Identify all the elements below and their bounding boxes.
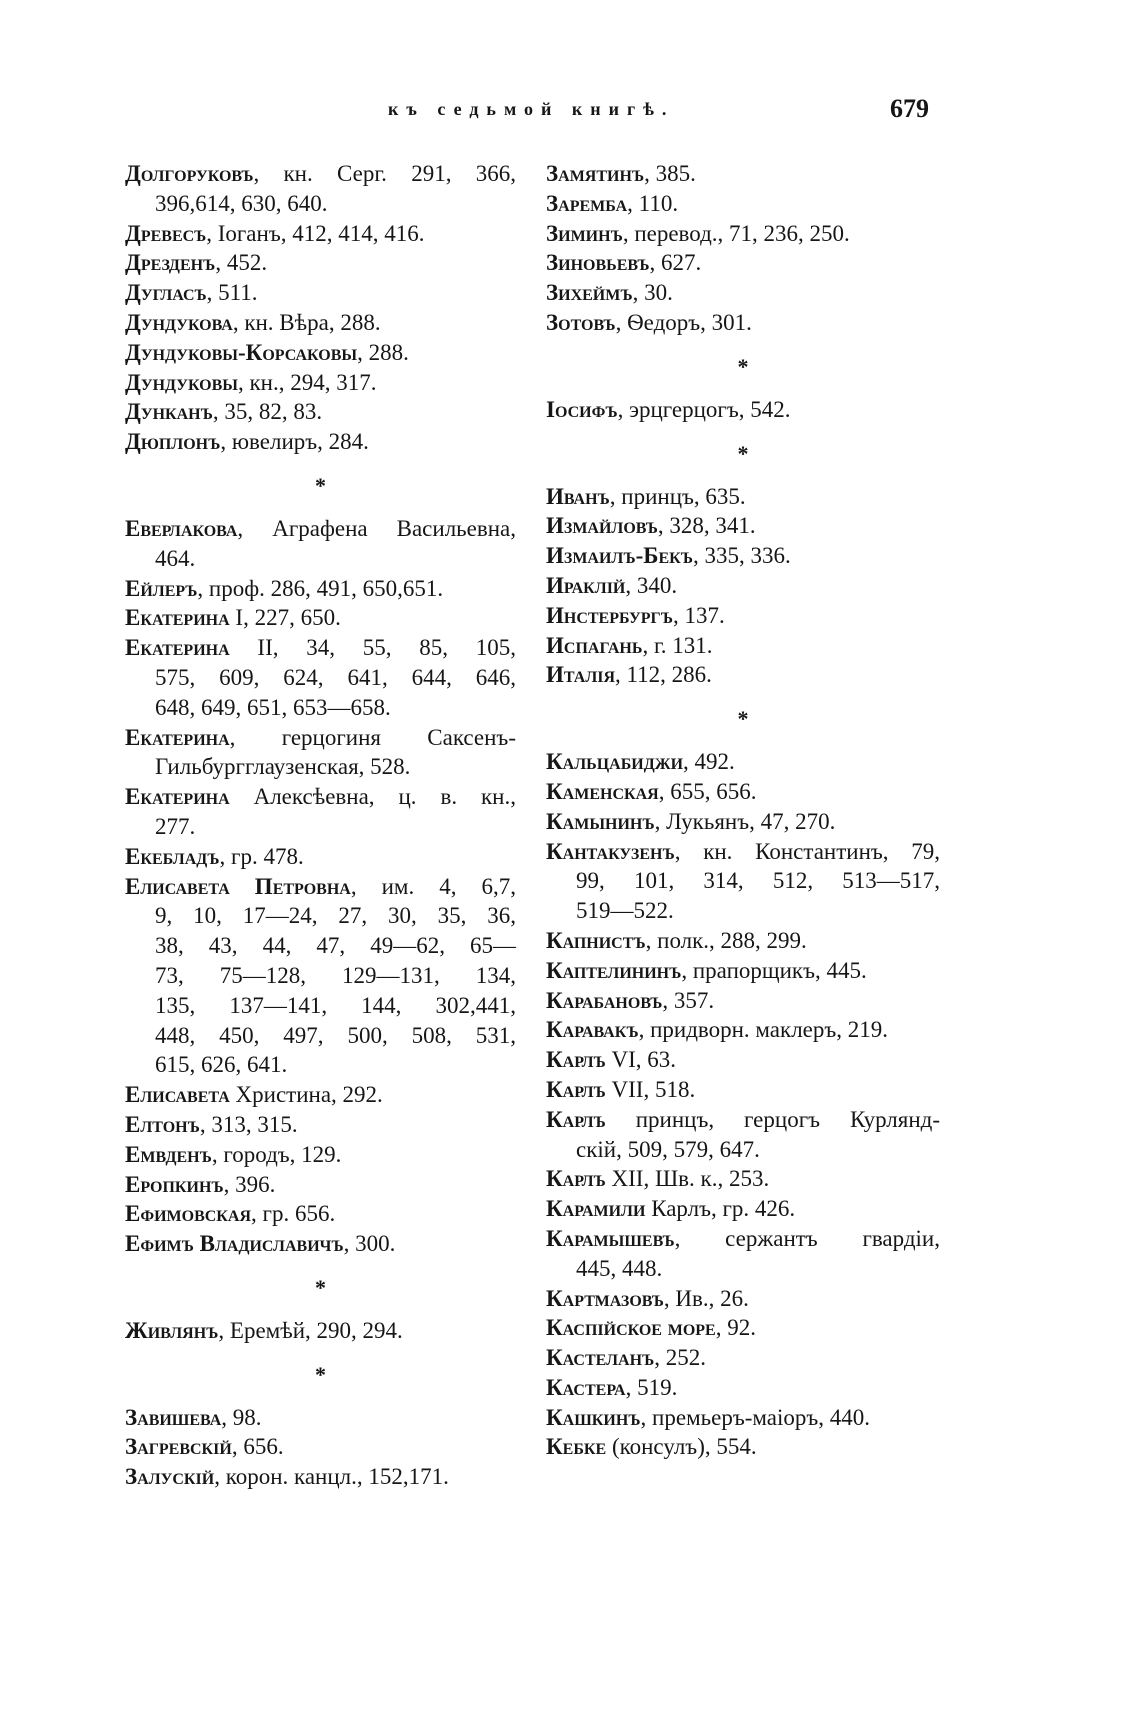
- entry-text: , им. 4, 6,7,: [350, 873, 516, 899]
- index-entry: [125, 1170, 516, 1200]
- entry-text: , проф. 286, 491, 650,651.: [197, 575, 444, 601]
- entry-text: , 627.: [649, 250, 702, 276]
- section-separator: *: [315, 1361, 326, 1387]
- entry-continuation-line: 615, 626, 641.: [155, 1052, 288, 1078]
- entry-first-line: [546, 777, 940, 807]
- index-entry: [125, 574, 516, 604]
- index-entry: [125, 1462, 516, 1492]
- entry-first-line: [546, 837, 940, 867]
- entry-first-line: [546, 395, 940, 425]
- index-entry: [125, 1316, 516, 1346]
- entry-name: Зотовъ: [546, 309, 616, 335]
- entry-text: , Ив., 26.: [663, 1285, 749, 1311]
- entry-name: Екатерина: [125, 605, 230, 631]
- entry-name: Iосифъ: [546, 396, 618, 422]
- entry-text: , кн. Серг. 291, 366,: [253, 161, 516, 186]
- entry-first-line: [125, 1432, 516, 1462]
- index-entry: [546, 159, 940, 189]
- entry-first-line: [546, 601, 940, 631]
- index-entry: [125, 278, 516, 308]
- entry-continuation-line: 135, 137—141, 144, 302,441,: [155, 992, 516, 1018]
- entry-name: Карлъ: [546, 1166, 606, 1192]
- entry-first-line: [546, 631, 940, 661]
- entry-first-line: [546, 1015, 940, 1045]
- entry-name: Дрезденъ: [125, 250, 216, 276]
- entry-first-line: [546, 571, 940, 601]
- entry-continuation-line: 277.: [155, 813, 196, 839]
- entry-name: Капнистъ: [546, 927, 646, 953]
- entry-text: , 656.: [231, 1434, 284, 1460]
- entry-name: Каменская: [546, 778, 659, 804]
- entry-text: II, 34, 55, 85, 105,: [229, 635, 516, 661]
- index-entry: [125, 1080, 516, 1110]
- entry-first-line: [546, 511, 940, 541]
- entry-text: , 313, 315.: [199, 1111, 298, 1137]
- entry-name: Еверлакова: [125, 515, 238, 541]
- entry-name: Италія: [546, 662, 616, 688]
- entry-name: Карамышевъ: [546, 1225, 675, 1251]
- index-entry: [125, 308, 516, 338]
- entry-first-line: [125, 278, 516, 308]
- entry-text: , гр. 478.: [219, 843, 304, 869]
- entry-text: , эрцгерцогъ, 542.: [617, 396, 791, 422]
- entry-first-line: [125, 782, 516, 812]
- entry-first-line: [546, 1284, 940, 1314]
- entry-text: , 492.: [683, 749, 735, 775]
- entry-text: , 252.: [654, 1345, 707, 1371]
- entry-name: Долгоруковъ: [125, 161, 254, 186]
- entry-text: , 328, 341.: [657, 513, 756, 539]
- entry-first-line: [546, 1075, 940, 1105]
- entry-continuation-line: 575, 609, 624, 641, 644, 646,: [155, 664, 516, 690]
- index-entry: [546, 278, 940, 308]
- entry-name: Карлъ: [546, 1076, 606, 1102]
- entry-first-line: [125, 842, 516, 872]
- entry-first-line: [546, 308, 940, 338]
- entry-first-line: [125, 723, 516, 753]
- entry-text: , Еремѣй, 290, 294.: [218, 1317, 403, 1343]
- entry-text: (консулъ), 554.: [606, 1434, 757, 1460]
- index-entry: [546, 482, 940, 512]
- index-entry: [546, 308, 940, 338]
- left-column: [125, 159, 516, 1492]
- entry-text: , 92.: [715, 1315, 756, 1341]
- entry-text: , сержантъ гвардіи,: [674, 1225, 940, 1251]
- entry-first-line: [546, 1045, 940, 1075]
- entry-text: , городъ, 129.: [211, 1141, 342, 1167]
- entry-name: Картмазовъ: [546, 1285, 664, 1311]
- section-separator: *: [315, 472, 326, 498]
- index-entry: [546, 807, 940, 837]
- entry-text: , г. 131.: [642, 632, 713, 658]
- entry-first-line: [546, 1373, 940, 1403]
- entry-name: Екатерина: [125, 784, 230, 810]
- index-entry: [546, 986, 940, 1016]
- entry-text: , Iоганъ, 412, 414, 416.: [206, 220, 425, 246]
- section-separator: *: [737, 353, 749, 379]
- entry-name: Кебке: [546, 1434, 607, 1460]
- entry-text: , перевод., 71, 236, 250.: [622, 220, 850, 246]
- entry-text: , премьеръ-маіоръ, 440.: [640, 1404, 871, 1430]
- entry-name: Зихеймъ: [546, 280, 633, 306]
- entry-text: , ювелиръ, 284.: [220, 429, 369, 455]
- entry-name: Еропкинъ: [125, 1171, 224, 1197]
- index-entry: [546, 511, 940, 541]
- entry-name: Живлянъ: [125, 1317, 219, 1343]
- entry-name: Инстербургъ: [546, 602, 673, 628]
- index-entry: [125, 338, 516, 368]
- entry-text: , 35, 82, 83.: [212, 399, 323, 425]
- index-entry: [125, 1110, 516, 1140]
- index-entry: [546, 1343, 940, 1373]
- index-entry: [125, 1403, 516, 1433]
- entry-continuation-line: 445, 448.: [576, 1255, 663, 1281]
- entry-name: Дугласъ: [125, 280, 207, 306]
- entry-first-line: [546, 189, 940, 219]
- index-entry: [546, 248, 940, 278]
- entry-name: Иванъ: [546, 483, 610, 509]
- entry-first-line: [546, 956, 940, 986]
- entry-first-line: [125, 574, 516, 604]
- index-entry: [125, 633, 516, 722]
- entry-name: Дундукова: [125, 309, 233, 335]
- entry-first-line: [546, 1403, 940, 1433]
- entry-name: Елисавета Петровна: [125, 873, 351, 899]
- index-entry: [546, 631, 940, 661]
- entry-first-line: [125, 633, 516, 663]
- entry-text: , 300.: [343, 1231, 396, 1257]
- entry-text: , Ѳедоръ, 301.: [615, 309, 752, 335]
- entry-first-line: [125, 1229, 516, 1259]
- index-entry: [546, 1224, 940, 1284]
- entry-name: Екатерина: [125, 635, 230, 661]
- entry-text: , 30.: [632, 280, 673, 306]
- entry-first-line: [125, 603, 516, 633]
- entry-first-line: [125, 1199, 516, 1229]
- entry-text: , 385.: [644, 161, 696, 186]
- running-header: [0, 93, 1140, 125]
- entry-name: Елисавета: [125, 1082, 230, 1108]
- index-entry: [546, 1432, 940, 1462]
- section-separator: *: [737, 440, 749, 466]
- index-entry: [125, 1199, 516, 1229]
- index-entry: [125, 842, 516, 872]
- entry-continuation-line: Гильбургглаузенская, 528.: [155, 754, 411, 780]
- entry-first-line: [546, 159, 940, 189]
- entry-text: VI, 63.: [605, 1047, 677, 1073]
- entry-text: , Лукьянъ, 47, 270.: [654, 808, 836, 834]
- entry-continuation-line: 38, 43, 44, 47, 49—62, 65—: [155, 933, 516, 959]
- entry-first-line: [546, 482, 940, 512]
- index-entry: [546, 1373, 940, 1403]
- index-entry: [546, 1194, 940, 1224]
- index-entry: [546, 1075, 940, 1105]
- index-entry: [546, 219, 940, 249]
- entry-name: Дундуковы-Корсаковы: [125, 339, 358, 365]
- index-entry: [546, 395, 940, 425]
- entry-first-line: [125, 1462, 516, 1492]
- entry-text: , 340.: [625, 572, 678, 598]
- index-entry: [125, 397, 516, 427]
- entry-text: , гр. 656.: [251, 1201, 336, 1227]
- entry-first-line: [546, 1105, 940, 1135]
- entry-first-line: [125, 338, 516, 368]
- entry-first-line: [546, 1224, 940, 1254]
- entry-name: Испагань: [546, 632, 643, 658]
- entry-text: XII, Шв. к., 253.: [605, 1166, 770, 1192]
- page-number: 679: [890, 94, 929, 123]
- section-separator: *: [737, 706, 749, 732]
- entry-text: Христина, 292.: [229, 1082, 383, 1108]
- entry-name: Ефимъ Владиславичъ: [125, 1231, 344, 1257]
- entry-name: Загревскій: [125, 1434, 232, 1460]
- entry-name: Каптелининъ: [546, 957, 682, 983]
- entry-name: Карлъ: [546, 1047, 606, 1073]
- entry-first-line: [546, 1194, 940, 1224]
- entry-name: Зиновьевъ: [546, 250, 650, 276]
- index-entry: [125, 427, 516, 457]
- entry-text: Карлъ, гр. 426.: [645, 1196, 796, 1222]
- index-entry: [546, 660, 940, 690]
- index-entry: [546, 1105, 940, 1165]
- index-entry: [125, 872, 516, 1081]
- entry-first-line: [546, 1432, 940, 1462]
- entry-text: , 519.: [625, 1374, 678, 1400]
- entry-continuation-line: 73, 75—128, 129—131, 134,: [155, 962, 516, 988]
- entry-name: Емвденъ: [125, 1141, 212, 1167]
- index-entry: [125, 248, 516, 278]
- entry-name: Кастера: [546, 1374, 626, 1400]
- entry-name: Каспійское море: [546, 1315, 716, 1341]
- index-entry: [546, 956, 940, 986]
- entry-continuation-line: 519—522.: [576, 898, 674, 924]
- entry-text: , 396.: [223, 1171, 276, 1197]
- entry-name: Елтонъ: [125, 1111, 200, 1137]
- index-entry: [546, 837, 940, 926]
- entry-name: Заремба: [546, 190, 628, 216]
- entry-first-line: [125, 872, 516, 902]
- entry-text: , 452.: [215, 250, 268, 276]
- entry-name: Залускій: [125, 1464, 215, 1490]
- index-entry: [546, 1164, 940, 1194]
- entry-name: Дундуковы: [125, 369, 238, 395]
- entry-name: Измайловъ: [546, 513, 658, 539]
- entry-name: Карабановъ: [546, 987, 663, 1013]
- index-entry: [546, 601, 940, 631]
- entry-first-line: [546, 1313, 940, 1343]
- entry-text: , 98.: [221, 1404, 262, 1430]
- index-entry: [125, 219, 516, 249]
- entry-name: Кантакузенъ: [546, 838, 675, 864]
- entry-first-line: [546, 986, 940, 1016]
- entry-text: , кн. Вѣра, 288.: [232, 309, 381, 335]
- entry-name: Ефимовская: [125, 1201, 252, 1227]
- index-entry: [546, 1284, 940, 1314]
- entry-first-line: [125, 248, 516, 278]
- entry-text: , прапорщикъ, 445.: [681, 957, 867, 983]
- entry-text: , корон. канцл., 152,171.: [214, 1464, 449, 1490]
- entry-name: Дунканъ: [125, 399, 213, 425]
- entry-first-line: [125, 1170, 516, 1200]
- entry-name: Ираклій: [546, 572, 626, 598]
- index-entry: [546, 189, 940, 219]
- index-entry: [546, 1313, 940, 1343]
- entry-text: , кн., 294, 317.: [238, 369, 377, 395]
- index-entry: [546, 1045, 940, 1075]
- index-entry: [125, 782, 516, 842]
- entry-text: VII, 518.: [605, 1076, 696, 1102]
- entry-first-line: [546, 660, 940, 690]
- entry-name: Карлъ: [546, 1106, 606, 1132]
- entry-first-line: [546, 1164, 940, 1194]
- entry-first-line: [546, 248, 940, 278]
- section-separator: *: [315, 1274, 326, 1300]
- entry-name: Измаилъ-Бекъ: [546, 543, 693, 569]
- entry-first-line: [125, 1110, 516, 1140]
- entry-continuation-line: 464.: [155, 545, 196, 571]
- entry-name: Древесъ: [125, 220, 207, 246]
- entry-text: , 357.: [662, 987, 715, 1013]
- index-entry: [125, 159, 516, 219]
- entry-first-line: [546, 278, 940, 308]
- entry-first-line: [546, 219, 940, 249]
- entry-text: , 137.: [672, 602, 725, 628]
- entry-first-line: [546, 926, 940, 956]
- entry-name: Завишева: [125, 1404, 222, 1430]
- index-entry: [125, 1140, 516, 1170]
- entry-text: , придворн. маклеръ, 219.: [638, 1017, 889, 1043]
- index-entry: [546, 541, 940, 571]
- index-entry: [125, 723, 516, 783]
- entry-name: Екатерина: [125, 724, 230, 750]
- entry-name: Замятинъ: [546, 161, 645, 186]
- index-entry: [125, 1229, 516, 1259]
- entry-text: , Аграфена Васильевна,: [237, 515, 516, 541]
- entry-text: , 112, 286.: [615, 662, 712, 688]
- entry-text: , полк., 288, 299.: [645, 927, 807, 953]
- entry-text: , 288.: [357, 339, 409, 365]
- entry-name: Карамили: [546, 1196, 646, 1222]
- index-entry: [125, 603, 516, 633]
- index-entry: [125, 1432, 516, 1462]
- entry-first-line: [546, 1343, 940, 1373]
- entry-continuation-line: 396,614, 630, 640.: [155, 190, 328, 216]
- entry-name: Зиминъ: [546, 220, 623, 246]
- index-entry: [546, 571, 940, 601]
- entry-first-line: [125, 427, 516, 457]
- index-entry: [546, 1015, 940, 1045]
- entry-continuation-line: 9, 10, 17—24, 27, 30, 35, 36,: [155, 903, 516, 929]
- entry-text: , кн. Константинъ, 79,: [674, 838, 940, 864]
- entry-text: , 335, 336.: [692, 543, 791, 569]
- entry-first-line: [125, 1140, 516, 1170]
- entry-continuation-line: 648, 649, 651, 653—658.: [155, 694, 391, 720]
- index-entry: [546, 777, 940, 807]
- entry-first-line: [125, 159, 516, 189]
- entry-text: принцъ, герцогъ Курлянд-: [605, 1106, 940, 1132]
- entry-name: Кашкинъ: [546, 1404, 641, 1430]
- entry-text: I, 227, 650.: [229, 605, 341, 631]
- index-entry: [125, 368, 516, 398]
- running-title: къ седьмой книгѣ.: [388, 99, 675, 119]
- entry-first-line: [125, 397, 516, 427]
- entry-name: Ейлеръ: [125, 575, 198, 601]
- index-entry: [546, 926, 940, 956]
- entry-name: Дюплонъ: [125, 429, 221, 455]
- entry-first-line: [125, 308, 516, 338]
- entry-first-line: [125, 514, 516, 544]
- entry-name: Камынинъ: [546, 808, 655, 834]
- entry-name: Екебладъ: [125, 843, 220, 869]
- entry-name: Каравакъ: [546, 1017, 639, 1043]
- entry-text: , 110.: [627, 190, 679, 216]
- entry-text: , принцъ, 635.: [609, 483, 746, 509]
- entry-continuation-line: 448, 450, 497, 500, 508, 531,: [155, 1022, 516, 1048]
- entry-continuation-line: скій, 509, 579, 647.: [576, 1136, 760, 1162]
- index-entry: [546, 1403, 940, 1433]
- entry-text: , 511.: [206, 280, 258, 306]
- entry-text: , 655, 656.: [658, 778, 757, 804]
- right-column: [546, 159, 940, 1462]
- entry-continuation-line: 99, 101, 314, 512, 513—517,: [576, 868, 940, 894]
- entry-first-line: [125, 1080, 516, 1110]
- entry-name: Кастеланъ: [546, 1345, 655, 1371]
- entry-first-line: [546, 541, 940, 571]
- entry-first-line: [546, 747, 940, 777]
- entry-first-line: [546, 807, 940, 837]
- entry-first-line: [125, 1316, 516, 1346]
- entry-text: , герцогиня Саксенъ-: [229, 724, 516, 750]
- entry-first-line: [125, 1403, 516, 1433]
- entry-first-line: [125, 368, 516, 398]
- entry-name: Кальцабиджи: [546, 749, 684, 775]
- entry-text: Алексѣевна, ц. в. кн.,: [229, 784, 516, 810]
- entry-first-line: [125, 219, 516, 249]
- index-entry: [546, 747, 940, 777]
- index-entry: [125, 514, 516, 574]
